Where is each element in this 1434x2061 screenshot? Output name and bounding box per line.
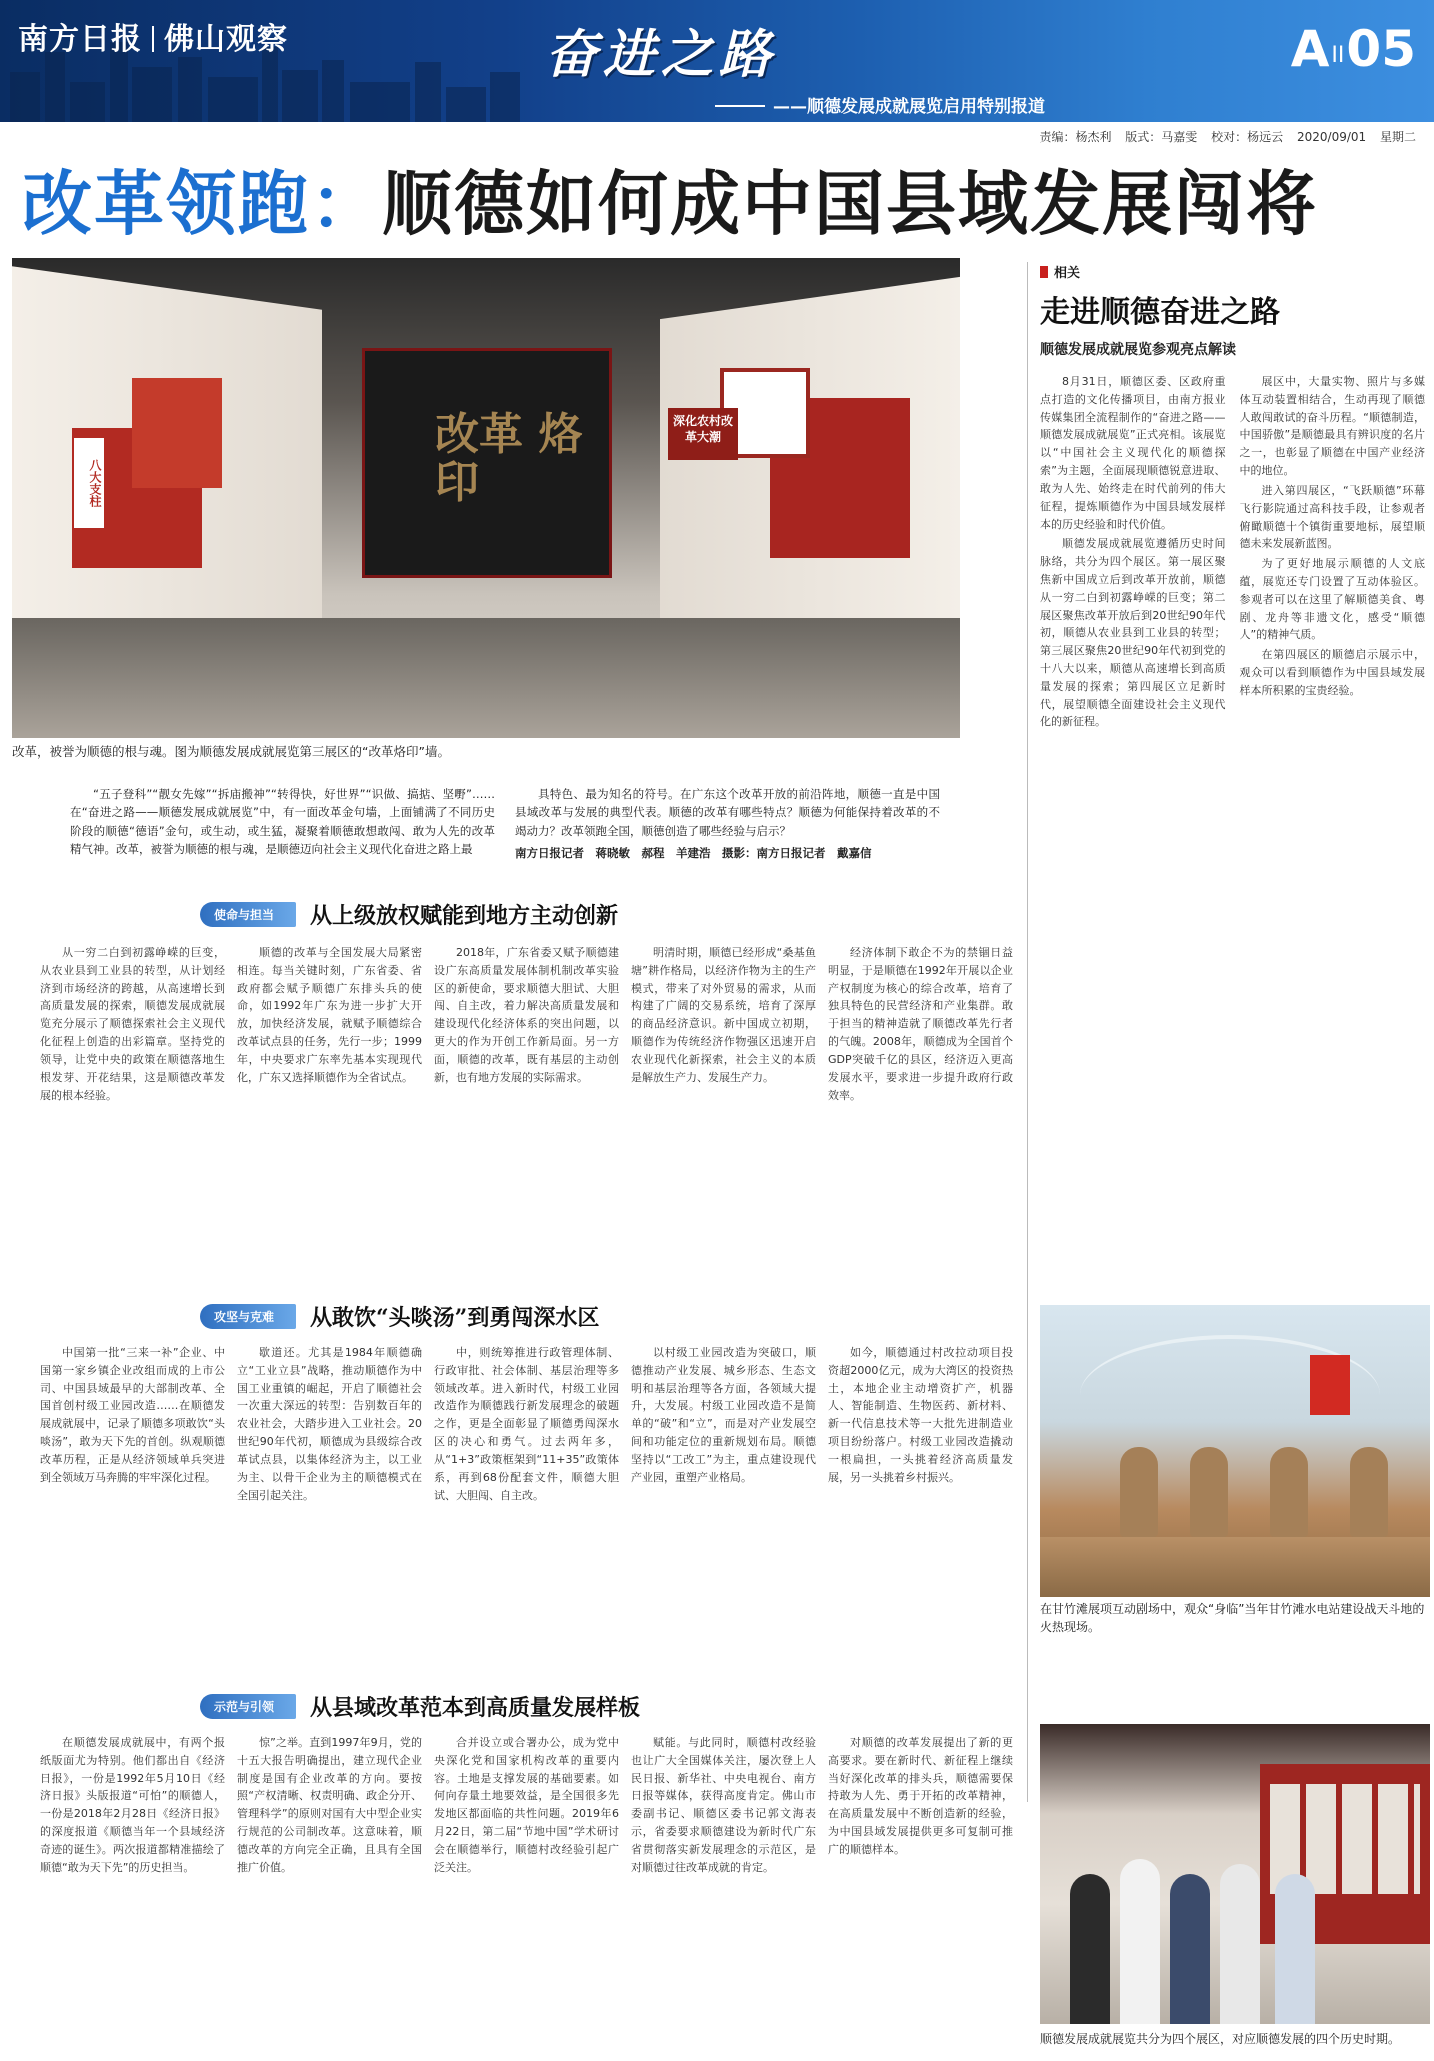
article-paragraph: 2018年，广东省委又赋予顺德建设广东高质量发展体制机制改革实验区的新使命，要求顺德大胆试、大胆闯、自主改，着力解决高质量发展和建设现代化经济体系的突出问题，以更大的作为开创工作新局面。另一方面，顺德的改革，既有基层的主动创新，也有地方发展的实际需求。 — [434, 946, 619, 1084]
masthead — [0, 0, 1434, 122]
related-body — [1040, 373, 1425, 733]
diorama-red-sign — [1310, 1355, 1350, 1415]
article-paragraph: 顺德的改革与全国发展大局紧密相连。每当关键时刻，广东省委、省政府都会赋予顺德广东排头兵的使命，如1992年广东为进一步扩大开放，加快经济发展，就赋予顺德综合改革试点县的任务，先行一步；1999年，中央要求广东率先基本实现现代化，广东又选择顺德作为全省试点。 — [237, 946, 422, 1084]
page-digits: 05 — [1346, 20, 1416, 78]
section-title-1: 从上级放权赋能到地方主动创新 — [310, 902, 619, 929]
section-title: 奋进之路 — [545, 24, 778, 85]
related-title: 走进顺德奋进之路 — [1040, 295, 1280, 330]
section1-col — [40, 944, 225, 1104]
page-roman: II — [1331, 43, 1345, 68]
diorama-figure — [1120, 1447, 1158, 1537]
section2-col — [237, 1344, 422, 1504]
section-body-3 — [40, 1734, 1013, 1877]
editor-line — [1029, 128, 1416, 145]
visitor-figure — [1070, 1874, 1110, 2024]
section-header-2 — [200, 1300, 599, 1332]
section-tag-3: 示范与引领 — [200, 1694, 296, 1719]
related-paragraph: 8月31日，顺德区委、区政府重点打造的文化传播项目，由南方报业传媒集团全流程制作的“奋进之路——顺德发展成就展览”正式亮相。该展览以“中国社会主义现代化的顺德探索”为主题，全面展现顺德锐意进取、敢为人先、始终走在时代前列的伟大征程，提炼顺德作为中国县域发展样本的历史经验和时代价值。 — [1040, 375, 1226, 531]
related-paragraph: 顺德发展成就展览遵循历史时间脉络，共分为四个展区。第一展区聚焦新中国成立后到改革开放前，顺德从一穷二白到初露峥嵘的巨变；第二展区聚焦改革开放后到20世纪90年代初，顺德从农业县到工业县的转型；第三展区聚焦20世纪90年代初到党的十八大以来，顺德从高速增长到高质量发展的探索；第四展区立足新时代，展望顺德全面建设社会主义现代化的新征程。 — [1040, 537, 1226, 729]
main-photo-caption: 改革，被誉为顺德的根与魂。图为顺德发展成就展览第三展区的“改革烙印”墙。 — [12, 744, 450, 759]
section2-col — [434, 1344, 619, 1504]
section-header-3 — [200, 1690, 640, 1722]
article-paragraph: 以村级工业园改造为突破口，顺德推动产业发展、城乡形态、生态文明和基层治理等各方面，各领域大提升，大发展。村级工业园改造不是简单的“破”和“立”，而是对产业发展空间和功能定位的重新规划布局。顺德坚持以“工改工”为主，重点建设现代产业园，重塑产业格局。 — [631, 1346, 816, 1484]
photo-sign-left: 八大支柱 — [74, 438, 104, 528]
intro-paragraph-1: “五子登科”“靓女先嫁”“拆庙搬神”“转得快，好世界”“识做、搞掂、坚嘢”……在“奋进之路——顺德发展成就展览”中，有一面改革金句墙，上面铺满了不同历史阶段的顺德“德语”金句，或生动，或生猛，凝聚着顺德敢想敢闯、敢为人先的改革精气神。改革，被誉为顺德的根与魂，是顺德迈向社会主义现代化奋进之路上最 — [70, 787, 495, 857]
section2-col — [40, 1344, 225, 1504]
section1-col — [434, 944, 619, 1104]
article-paragraph: 赋能。与此同时，顺德村改经验也让广大全国媒体关注，屡次登上人民日报、新华社、中央电视台、南方日报等媒体，获得高度肯定。佛山市委副书记、顺德区委书记郭文海表示，省委要求顺德建设为新时代广东省贯彻落实新发展理念的示范区，是对顺德过往改革成就的肯定。 — [631, 1736, 816, 1874]
intro-paragraph-2: 具特色、最为知名的符号。在广东这个改革开放的前沿阵地，顺德一直是中国县域改革与发展的典型代表。顺德的改革有哪些特点？顺德为何能保持着改革的不竭动力？改革领跑全国，顺德创造了哪些经验与启示？ — [515, 787, 940, 838]
column-divider — [1027, 262, 1028, 1802]
article-paragraph: 惊”之举。直到1997年9月，党的十五大报告明确提出，建立现代企业制度是国有企业改革的方向。要按照“产权清晰、权责明确、政企分开、管理科学”的原则对国有大中型企业实行规范的公司制改革。这意味着，顺德改革的方向完全正确，且具有全国推广价值。 — [237, 1736, 422, 1874]
page-number — [1291, 20, 1416, 78]
article-paragraph: 明清时期，顺德已经形成“桑基鱼塘”耕作格局，以经济作物为主的生产模式，带来了对外贸易的需求，从而构建了广阔的交易系统，培育了深厚的商品经济意识。新中国成立初期，顺德作为传统经济作物强区迅速开启农业现代化新探索，社会主义的本质是解放生产力、发展生产力。 — [631, 946, 816, 1084]
section-tag-2: 攻坚与克难 — [200, 1304, 296, 1329]
section2-col — [631, 1344, 816, 1504]
related-paragraph: 展区中，大量实物、照片与多媒体互动装置相结合，生动再现了顺德人敢闯敢试的奋斗历程。“顺德制造，中国骄傲”是顺德最具有辨识度的名片之一，也彰显了顺德在中国产业经济中的地位。 — [1239, 375, 1425, 478]
visitor-figure — [1170, 1874, 1210, 2024]
related-subtitle: 顺德发展成就展览参观亮点解读 — [1040, 342, 1236, 358]
headline-part1: 改革领跑： — [22, 162, 382, 245]
section3-col — [237, 1734, 422, 1877]
visitor-figure — [1275, 1874, 1315, 2024]
diorama-ground — [1040, 1537, 1430, 1597]
section-subtitle: ——顺德发展成就展览启用特别报道 — [715, 92, 1045, 117]
photo-left-chart-panel — [132, 378, 222, 488]
section3-col — [828, 1734, 1013, 1877]
related-paragraph: 进入第四展区，“飞跃顺德”环幕飞行影院通过高科技手段，让参观者俯瞰顺德十个镇街重要地标，展望顺德未来发展新蓝图。 — [1239, 483, 1425, 551]
section3-col — [434, 1734, 619, 1877]
section3-col — [40, 1734, 225, 1877]
reporter-byline: 南方日报记者 蒋晓敏 郝程 羊建浩 摄影：南方日报记者 戴嘉信 — [515, 846, 872, 861]
related-col-1 — [1040, 373, 1226, 733]
issue-date: 2020/09/01 — [1296, 130, 1367, 144]
paper-name: 南方日报 — [18, 22, 142, 57]
photo-floor — [12, 618, 960, 738]
section1-col — [631, 944, 816, 1104]
supplement-name: 佛山观察 — [164, 22, 288, 57]
intro-block — [70, 785, 940, 863]
exhibition-hall-photo — [12, 258, 960, 738]
article-paragraph: 从一穷二白到初露峥嵘的巨变，从农业县到工业县的转型，从计划经济到市场经济的跨越，从高速增长到高质量发展的探索，顺德发展成就展览充分展示了顺德探索社会主义现代化征程上创造的出彩篇章。坚持党的领导，让党中央的政策在顺德落地生根发芽、开花结果，这是顺德改革发展的根本经验。 — [40, 946, 225, 1102]
section1-col — [828, 944, 1013, 1104]
article-paragraph: 如今，顺德通过村改拉动项目投资超2000亿元，成为大湾区的投资热土，本地企业主动增资扩产，机器人、智能制造、生物医药、新材料、新一代信息技术等一大批先进制造业项目纷纷落户。村级工业园改造撬动一根扁担，一头挑着经济高质量发展，另一头挑着乡村振兴。 — [828, 1346, 1013, 1484]
photo-reform-wall — [362, 348, 612, 578]
visitors-photo — [1040, 1724, 1430, 2024]
visitors-caption: 顺德发展成就展览共分为四个展区，对应顺德发展的四个历史时期。 — [1040, 2032, 1401, 2046]
editor-layout: 版式：马嘉雯 — [1125, 130, 1198, 144]
visitor-figure — [1120, 1859, 1160, 2024]
headline-part2: 顺德如何成中国县域发展闯将 — [382, 162, 1318, 245]
issue-weekday: 星期二 — [1379, 130, 1416, 144]
masthead-brand — [18, 14, 288, 58]
related-paragraph: 为了更好地展示顺德的人文底蕴，展览还专门设置了互动体验区。参观者可以在这里了解顺德美食、粤剧、龙舟等非遗文化，感受“顺德人”的精神气质。 — [1239, 557, 1425, 642]
section-tag-1: 使命与担当 — [200, 902, 296, 927]
article-paragraph: 合并设立或合署办公，成为党中央深化党和国家机构改革的重要内容。土地是支撑发展的基础要素。如何向存量土地要效益，是全国很多先发地区都面临的共性问题。2019年6月22日，第二届“节地中国”学术研讨会在顺德举行，顺德村改经验引起广泛关注。 — [434, 1736, 619, 1874]
related-article — [1040, 262, 1425, 733]
related-paragraph: 在第四展区的顺德启示展示中，观众可以看到顺德作为中国县域发展样本所积累的宝贵经验。 — [1239, 648, 1425, 697]
editor-chief: 责编：杨杰利 — [1039, 130, 1112, 144]
article-paragraph: 经济体制下敢企不为的禁锢日益明显，于是顺德在1992年开展以企业产权制度为核心的综合改革，培育了独具特色的民营经济和产业集群。敢于担当的精神造就了顺德改革先行者的气魄。2008年，顺德成为全国首个GDP突破千亿的县区，经济迈入更高发展水平，要求进一步提升政府行政效率。 — [828, 946, 1013, 1102]
diorama-caption: 在甘竹滩展项互动剧场中，观众“身临”当年甘竹滩水电站建设战天斗地的火热现场。 — [1040, 1602, 1425, 1634]
section-body-2 — [40, 1344, 1030, 1504]
section-title-2: 从敢饮“头啖汤”到勇闯深水区 — [310, 1304, 600, 1331]
diorama-photo — [1040, 1305, 1430, 1597]
related-tag: 相关 — [1040, 262, 1425, 281]
intro-col-2 — [515, 785, 940, 863]
photo-reform-wall-text: 改革 烙印 — [435, 409, 583, 509]
section-title-3: 从县域改革范本到高质量发展样板 — [310, 1694, 641, 1721]
intro-col-1 — [70, 785, 495, 863]
section1-col — [237, 944, 422, 1104]
diorama-figure — [1190, 1447, 1228, 1537]
article-paragraph: 歇道还。尤其是1984年顺德确立“工业立县”战略，推动顺德作为中国工业重镇的崛起，开启了顺德社会一次重大深远的转型：告别数百年的农业社会，大踏步进入工业社会。20世纪90年代初，顺德成为县级综合改革试点县，以集体经济为主，以工业为主、以骨干企业为主的顺德模式在全国引起关注。 — [237, 1346, 422, 1502]
diorama-figure — [1270, 1447, 1308, 1537]
diorama-figure — [1350, 1447, 1388, 1537]
article-paragraph: 中，则统筹推进行政管理体制、行政审批、社会体制、基层治理等多领域改革。进入新时代，村级工业园改造作为顺德践行新发展理念的破题之作，更是全面彰显了顺德勇闯深水区的决心和勇气。过去两年多，从“1+3”政策框架到“11+35”政策体系，再到68份配套文件，顺德大胆试、大胆闯、自主改。 — [434, 1346, 619, 1502]
section2-col — [828, 1344, 1013, 1504]
article-paragraph: 在顺德发展成就展中，有两个报纸版面尤为特别。他们都出自《经济日报》，一份是1992年5月10日《经济日报》头版报道“可怕”的顺德人，一份是2018年2月28日《经济日报》的深度报道《顺德当年一个县域经济奇迹的诞生》。两次报道都精准描绘了顺德“敢为天下先”的历史担当。 — [40, 1736, 225, 1874]
editor-proof: 校对：杨远云 — [1211, 130, 1284, 144]
section3-col — [631, 1734, 816, 1877]
brand-divider — [152, 26, 154, 52]
article-paragraph: 对顺德的改革发展提出了新的更高要求。要在新时代、新征程上继续当好深化改革的排头兵，顺德需要保持敢为人先、勇于开拓的改革精神，在高质量发展中不断创造新的经验，为中国县域发展提供更多可复制可推广的顺德样本。 — [828, 1736, 1013, 1856]
section-body-1 — [40, 944, 1013, 1104]
section-header-1 — [200, 898, 618, 930]
photo-sign-right: 深化农村改革大潮 — [668, 408, 738, 460]
article-paragraph: 中国第一批“三来一补”企业、中国第一家乡镇企业改组而成的上市公司、中国县域最早的大部制改革、全国首创村级工业园改造……在顺德发展成就展中，记录了顺德多项敢饮“头啖汤”，敢为天下先的首创。纵观顺德改革历程，正是从经济领域单兵突进到全领域万马奔腾的牢牢深化过程。 — [40, 1346, 225, 1484]
visitor-figure — [1220, 1864, 1260, 2024]
page-prefix: A — [1290, 20, 1330, 78]
main-headline — [22, 148, 1318, 249]
related-col-2 — [1240, 373, 1426, 733]
